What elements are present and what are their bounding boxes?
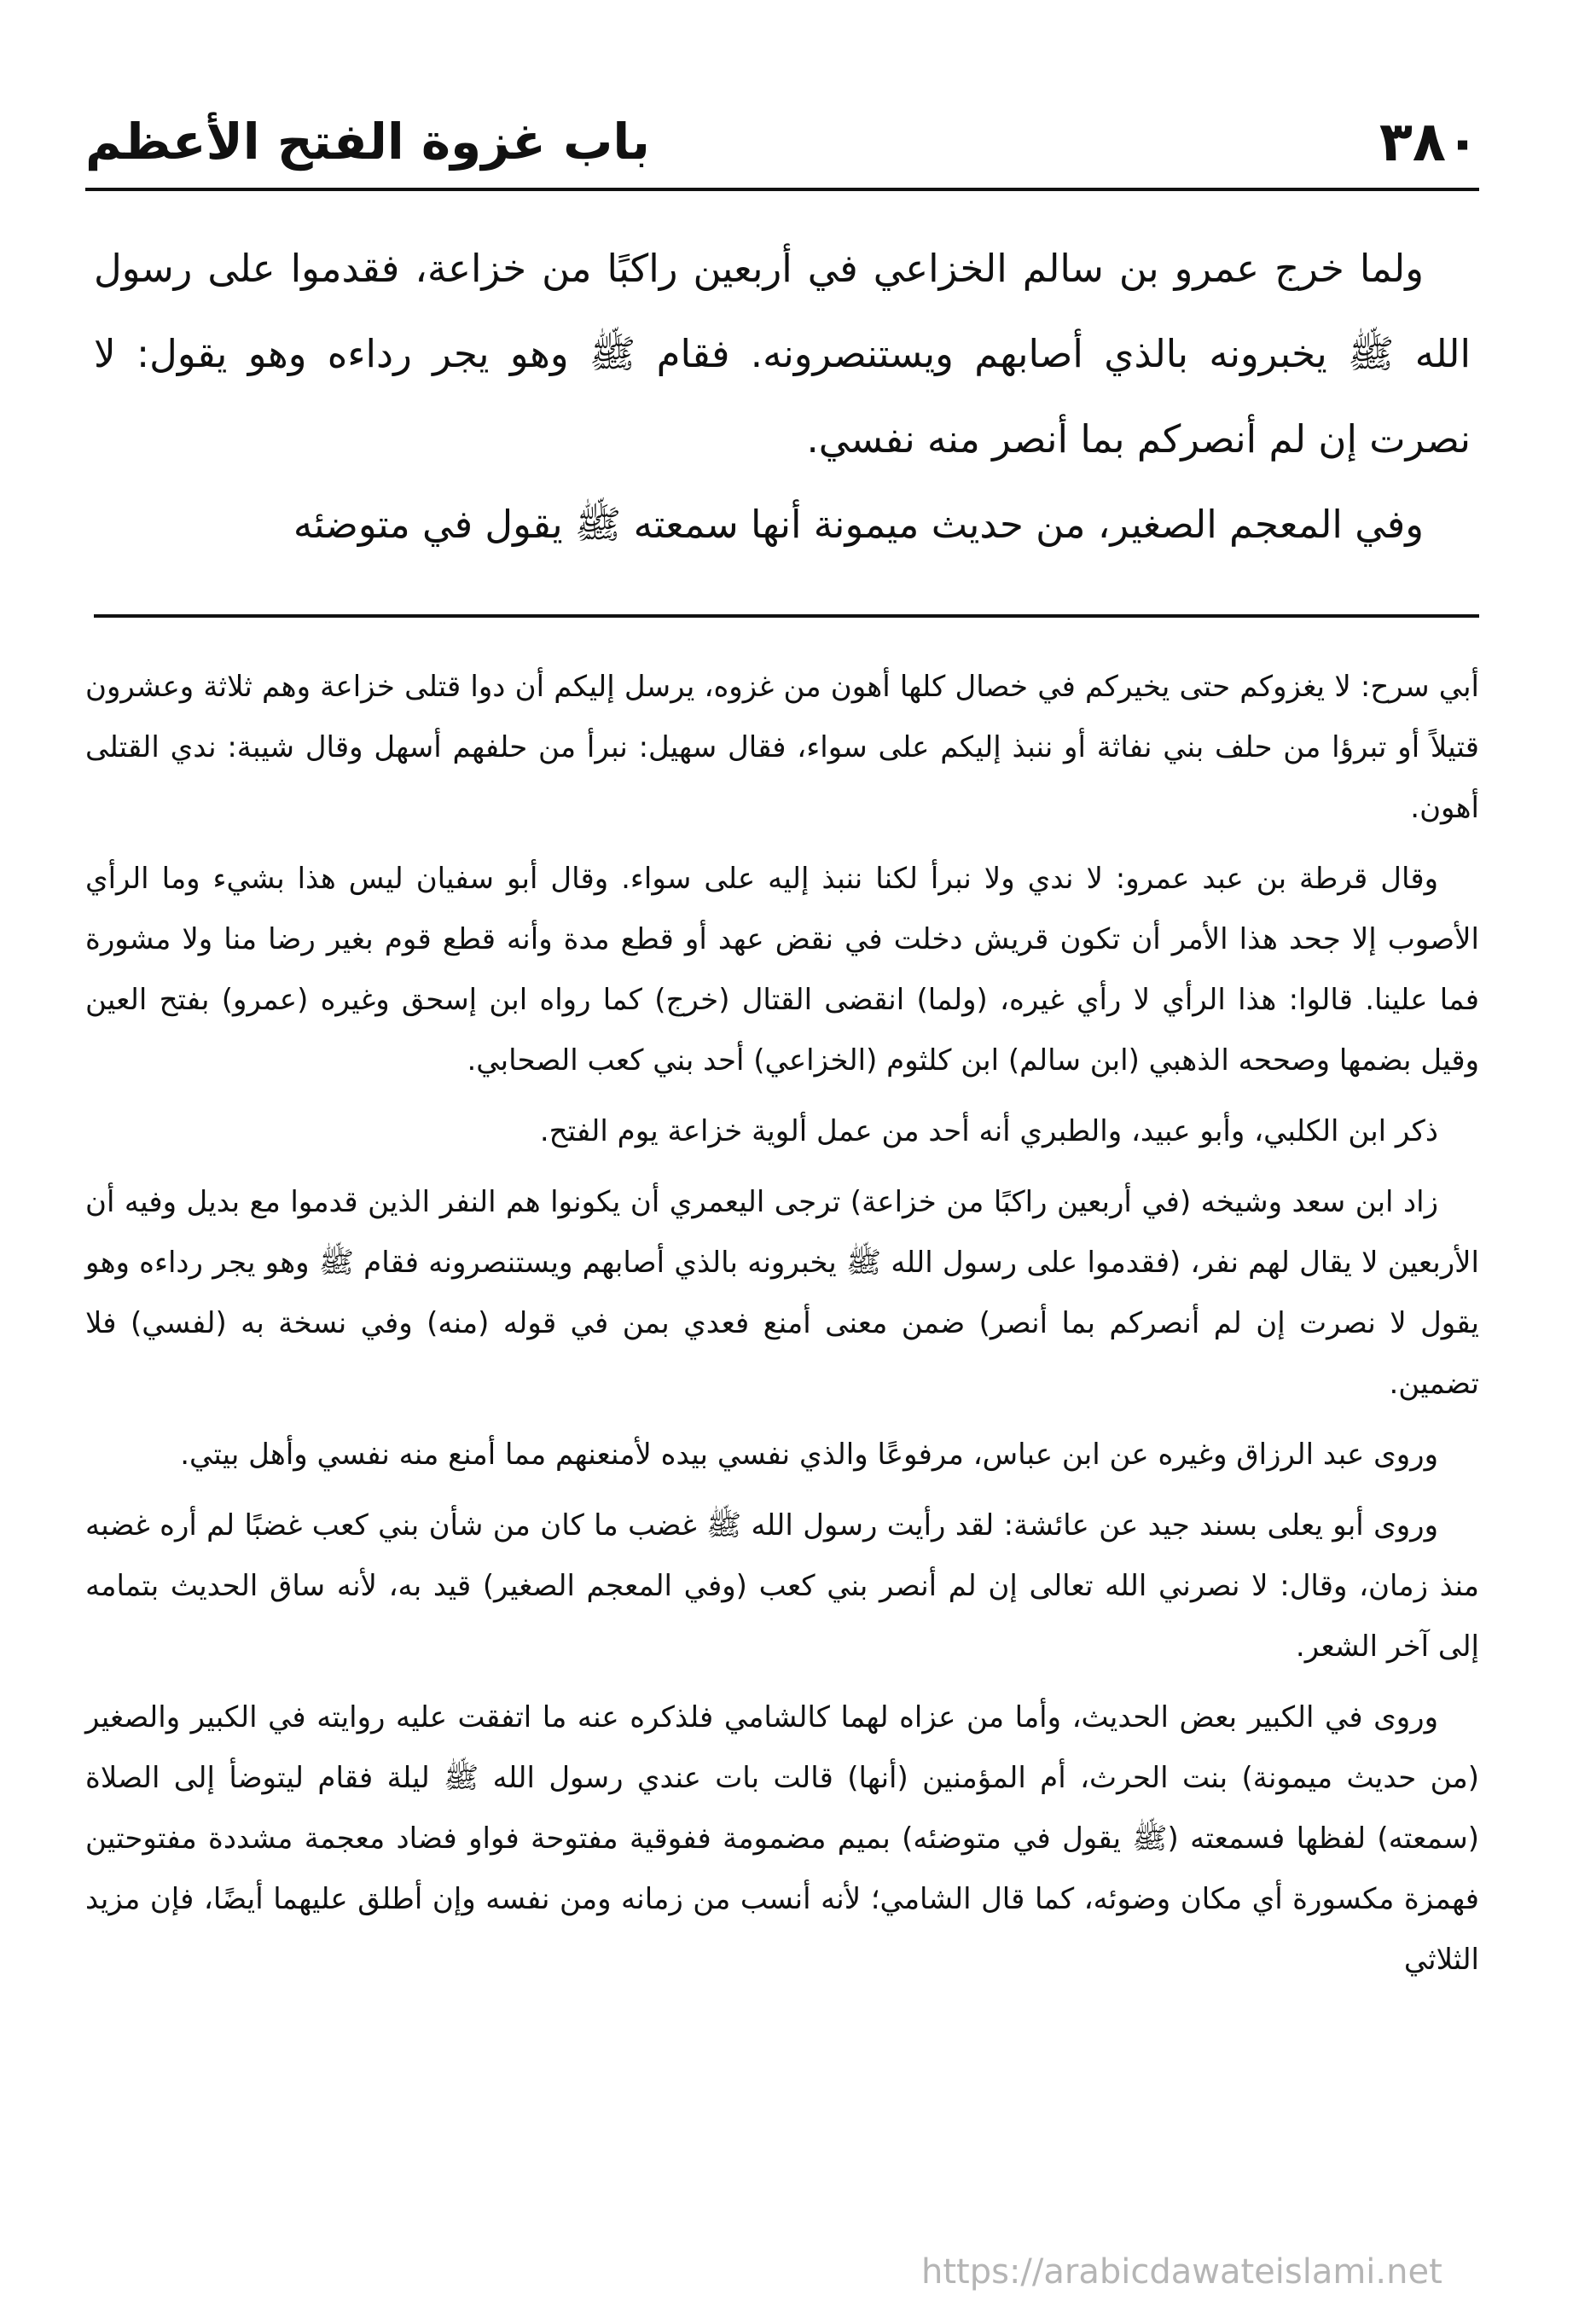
commentary-paragraph: وروى في الكبير بعض الحديث، وأما من عزاه لهما كالشامي فلذكره عنه ما اتفقت عليه روايته في الكبير والصغير (من حديث ميمونة) بنت الحرث، أم المؤمنين (أنها) قالت بات عندي رسول الله ﷺ ليلة فقام ليتوضأ إلى الصلاة (سمعته) لفظها فسمعته (ﷺ يقول في متوضئه) بميم مضمومة ففوقية مفتوحة فواو فضاد معجمة مشددة مفتوحتين فهمزة مكسورة أي مكان وضوئه، كما قال الشامي؛ لأنه أنسب من زمانه ومن نفسه وإن أطلق عليهما أيضًا، فإن مزيد الثلاثي xyxy=(85,1700,1479,1977)
page-number: ٣٨٠ xyxy=(1379,111,1479,174)
running-title: باب غزوة الفتح الأعظم xyxy=(85,113,650,171)
commentary-paragraph: ذكر ابن الكلبي، وأبو عبيد، والطبري أنه أحد من عمل ألوية خزاعة يوم الفتح. xyxy=(539,1114,1438,1148)
page-header xyxy=(85,94,1479,191)
watermark: https://arabicdawateislami.net xyxy=(921,2252,1442,2292)
main-paragraph: وفي المعجم الصغير، من حديث ميمونة أنها سمعته ﷺ يقول في متوضئه xyxy=(293,502,1424,547)
divider xyxy=(94,614,1479,618)
commentary-paragraph: وقال قرطة بن عبد عمرو: لا ندي ولا نبرأ لكنا ننبذ إليه على سواء. وقال أبو سفيان ليس هذا بشيء وما الرأي الأصوب إلا جحد هذا الأمر أن تكون قريش دخلت في نقض عهد أو قطع مدة وأنه قطع قوم بغير رضا منا ولا مشورة فما علينا. قالوا: هذا الرأي لا رأي غيره، (ولما) انقضى القتال (خرج) كما رواه ابن إسحق وغيره (عمرو) بفتح العين وقيل بضمها وصححه الذهبي (ابن سالم) ابن كلثوم (الخزاعي) أحد بني كعب الصحابي. xyxy=(85,862,1479,1078)
commentary-paragraph: وروى أبو يعلى بسند جيد عن عائشة: لقد رأيت رسول الله ﷺ غضب ما كان من شأن بني كعب غضبًا لم أره غضبه منذ زمان، وقال: لا نصرني الله تعالى إن لم أنصر بني كعب (وفي المعجم الصغير) قيد به، لأنه ساق الحديث بتمامه إلى آخر الشعر. xyxy=(85,1508,1479,1664)
commentary-paragraph: زاد ابن سعد وشيخه (في أربعين راكبًا من خزاعة) ترجى اليعمري أن يكونوا هم النفر الذين قدموا مع بديل وفيه أن الأربعين لا يقال لهم نفر، (فقدموا على رسول الله ﷺ يخبرونه بالذي أصابهم ويستنصرونه فقام ﷺ وهو يجر رداءه وهو يقول لا نصرت إن لم أنصركم بما أنصر) ضمن معنى أمنع فعدي بمن في قوله (منه) وفي نسخة به (لفسي) فلا تضمين. xyxy=(85,1185,1479,1401)
commentary-paragraph: وروى عبد الرزاق وغيره عن ابن عباس، مرفوعًا والذي نفسي بيده لأمنعنهم مما أمنع منه نفسي وأهل بيتي. xyxy=(180,1438,1438,1472)
commentary xyxy=(85,657,1479,2001)
main-paragraph: ولما خرج عمرو بن سالم الخزاعي في أربعين راكبًا من خزاعة، فقدموا على رسول الله ﷺ يخبرونه بالذي أصابهم ويستنصرونه. فقام ﷺ وهو يجر رداءه وهو يقول: لا نصرت إن لم أنصركم بما أنصر منه نفسي. xyxy=(94,246,1471,462)
main-text xyxy=(94,226,1471,567)
commentary-paragraph: أبي سرح: لا يغزوكم حتى يخيركم في خصال كلها أهون من غزوه، يرسل إليكم أن دوا قتلى خزاعة وهم ثلاثة وعشرون قتيلاً أو تبرؤا من حلف بني نفاثة أو ننبذ إليكم على سواء، فقال سهيل: نبرأ من حلفهم أسهل وقال شيبة: ندي القتلى أهون. xyxy=(85,670,1479,825)
